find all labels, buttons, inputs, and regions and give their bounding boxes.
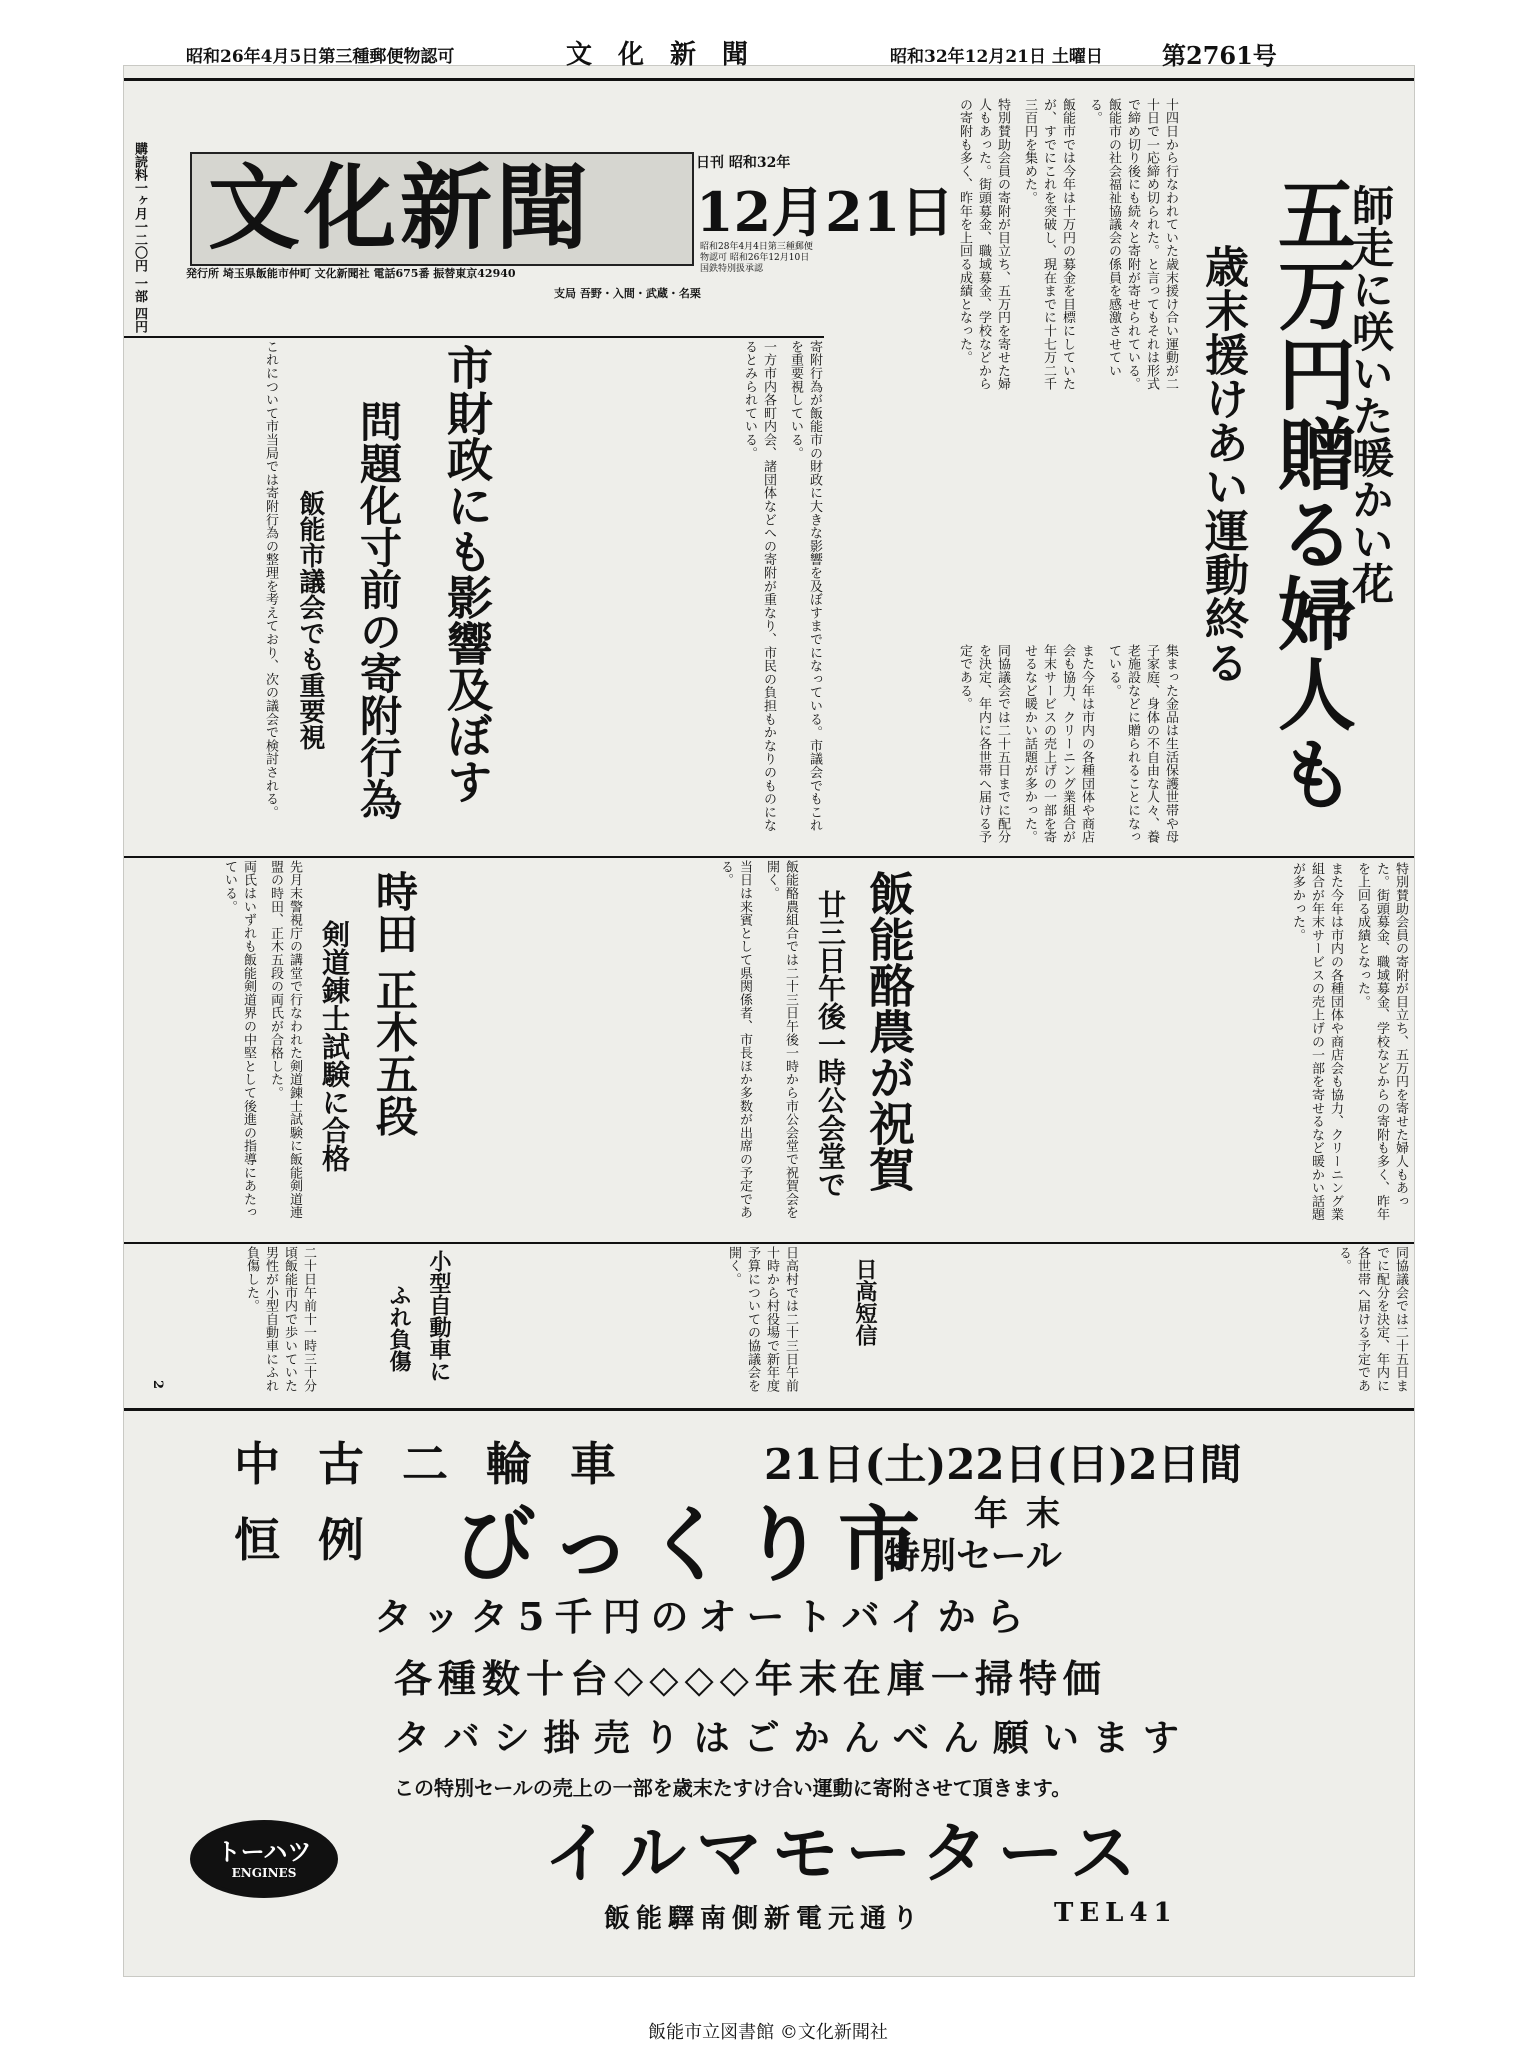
ad-stock-line: 各種数十台◇◇◇◇年末在庫一掃特価 (394, 1656, 1107, 1701)
short-news-body (500, 1246, 800, 1402)
masthead-rule (124, 336, 824, 338)
masthead (124, 84, 955, 336)
dairy-subhead: 廿三日午後一時公会堂で (814, 890, 847, 1198)
finance-paragraph: これについて市当局では寄附行為の整理を考えており、次の議会で検討される。 (263, 340, 278, 819)
archive-credit: 飯能市立図書館 ©文化新聞社 (648, 2022, 888, 2043)
masthead-title: 文化新聞 (208, 154, 593, 262)
lead-headline: 五万円贈る婦人も (1265, 174, 1356, 814)
top-info-bar (110, 32, 1380, 76)
publisher-address: 発行所 埼玉県飯能市仲町 文化新聞社 電話675番 振替東京42940 (186, 267, 516, 280)
logo-subtext: ENGINES (231, 1866, 297, 1880)
ad-price-line: タッタ5千円のオートバイから (374, 1594, 1034, 1639)
finance-paragraph: 寄附行為が飯能市の財政に大きな影響を及ぼすまでになっている。市議会でもこれを重要視している。 (788, 340, 822, 833)
ad-dates: 21日(土)22日(日)2日間 (764, 1440, 1242, 1489)
kendo-paragraph: 先月末警視庁の講堂で行なわれた剣道錬士試験に飯能剣道連盟の時田、正木五段の両氏が合格した。 (268, 860, 302, 1220)
issue-number: 第2761号 (1162, 41, 1277, 70)
lead-paragraph: 特別賛助会員の寄附が目立ち、五万円を寄せた婦人もあった。街頭募金、職域募金、学校などからの寄附も多く、昨年を上回る成績となった。 (957, 98, 1010, 391)
ad-special-sale: 特別セール (884, 1535, 1062, 1577)
dairy-paragraph: 飯能酪農組合では二十三日午後一時から市公会堂で祝賀会を開く。 (764, 860, 798, 1220)
accident-article (330, 1244, 480, 1404)
tohatsu-logo (190, 1820, 338, 1898)
publisher-info (154, 264, 814, 324)
dairy-article (560, 860, 930, 1240)
finance-headline-main: 市財政にも影響及ぼす (440, 344, 494, 804)
issue-date: 昭和32年12月21日 土曜日 (890, 47, 1103, 67)
masthead-title-box (190, 152, 694, 266)
kendo-subhead: 剣道錬士試験に合格 (318, 920, 351, 1172)
lead-paragraph: 同協議会では二十五日までに配分を決定、年内に各世帯へ届ける予定である。 (957, 644, 1010, 844)
ad-annual: 恒例 (234, 1513, 402, 1567)
lead-kicker: 師走に咲いた暖かい花 (1346, 184, 1395, 604)
dairy-body (560, 860, 800, 1230)
lead-paragraph: また今年は市内の各種団体や商店会も協力、クリーニング業組合が年末サービスの売上げの一部を寄せるなど暖かい話題が多かった。 (1290, 862, 1343, 1222)
registration-info: 昭和28年4月4日第三種郵便物認可 昭和26年12月10日 国鉄特別扱承認 (700, 242, 813, 274)
section-rule-middle (124, 856, 1414, 858)
ad-used-motorcycle: 中古二輪車 (234, 1437, 654, 1491)
ad-sale-name: びっくり市 (454, 1497, 935, 1593)
finance-subhead: 飯能市議会でも重要視 (295, 490, 325, 750)
lead-paragraph: 十四日から行なわれていた歳末援け合い運動が二十日で一応締め切られた。と言ってもそれは形式で締め切り後にも続々と寄附が寄せられている。飯能市の社会福祉協議会の係員を感激させている。 (1087, 98, 1178, 391)
kendo-article (124, 860, 434, 1240)
subscription-price: 購読料一ヶ月一二〇円 一部 四円 (132, 142, 147, 334)
ad-telephone: TEL41 (1054, 1898, 1178, 1928)
short-news-paragraph: 日高村では二十三日午前十時から村役場で新年度予算についての協議会を開く。 (726, 1246, 798, 1393)
top-rule (124, 78, 1414, 81)
lead-paragraph: 集まった金品は生活保護世帯や母子家庭、身体の不自由な人々、養老施設などに贈られることになっている。 (1106, 644, 1178, 844)
lead-body-upper (830, 98, 1180, 398)
finance-body-left (130, 340, 280, 840)
ad-company-name: イルマモータース (544, 1814, 1147, 1892)
lead-paragraph: 飯能市では今年は十万円の募金を目標にしていたが、すでにこれを突破し、現在までに十七万二千三百円を集めた。 (1022, 98, 1075, 391)
lead-paragraph: 特別賛助会員の寄附が目立ち、五万円を寄せた婦人もあった。街頭募金、職域募金、学校などからの寄附も多く、昨年を上回る成績となった。 (1355, 862, 1408, 1222)
dairy-paragraph: 当日は来賓として県関係者、市長ほか多数が出席の予定である。 (718, 860, 752, 1220)
edition-label: 日刊 昭和32年 (696, 155, 791, 171)
lead-paragraph: また今年は市内の各種団体や商店会も協力、クリーニング業組合が年末サービスの売上げの一部を寄せるなど暖かい話題が多かった。 (1022, 644, 1094, 844)
lead-body-lower (830, 644, 1180, 844)
lead-story (830, 84, 1414, 854)
lead-continuation (940, 862, 1410, 1232)
motor-ad (124, 1410, 1414, 1976)
finance-paragraph: 一方市内各町内会、諸団体などへの寄附が重なり、市民の負担もかなりのものになるとみられている。 (742, 340, 776, 833)
logo-text: トーハツ (216, 1837, 312, 1866)
ad-address: 飯能驛南側新電元通り (604, 1904, 925, 1934)
finance-article (124, 340, 830, 854)
short-news-article (820, 1244, 900, 1404)
dairy-headline: 飯能酪農が祝賀 (862, 870, 916, 1192)
accident-subhead: ふれ負傷 (386, 1284, 412, 1372)
finance-headline-second: 問題化寸前の寄附行為 (354, 400, 403, 820)
kendo-headline: 時田 正木五段 (370, 870, 419, 1137)
ad-year-end: 年末 (974, 1494, 1078, 1534)
section-rule-lower (124, 1242, 1414, 1244)
masthead-date: 12月21日 (696, 180, 955, 244)
accident-paragraph: 二十日午前十一時三十分頃飯能市内で歩いていた男性が小型自動車にふれ負傷した。 (244, 1246, 316, 1393)
finance-body-right (504, 340, 824, 840)
bureau-list: 支局 吾野・入間・武蔵・名栗 (554, 287, 701, 300)
accident-body (128, 1246, 318, 1402)
kendo-body (124, 860, 304, 1230)
accident-headline: 小型自動車に (426, 1250, 452, 1382)
ad-charity-note: この特別セールの売上の一部を歳末たすけ合い運動に寄附させて頂きます。 (394, 1776, 1072, 1800)
lead-final-columns (910, 1246, 1410, 1402)
ad-no-credit: タバシ掛売りはごかんべん願います (394, 1717, 1193, 1759)
lead-paragraph: 同協議会では二十五日までに配分を決定、年内に各世帯へ届ける予定である。 (1336, 1246, 1408, 1393)
page-number: 2 (150, 1380, 165, 1390)
postal-permit: 昭和26年4月5日第三種郵便物認可 (186, 47, 455, 67)
kendo-paragraph: 両氏はいずれも飯能剣道界の中堅として後進の指導にあたっている。 (222, 860, 256, 1220)
paper-name-small: 文化新聞 (566, 40, 775, 70)
lead-subhead: 歳末援けあい運動終る (1197, 244, 1248, 684)
short-news-headline: 日高短信 (852, 1258, 878, 1346)
